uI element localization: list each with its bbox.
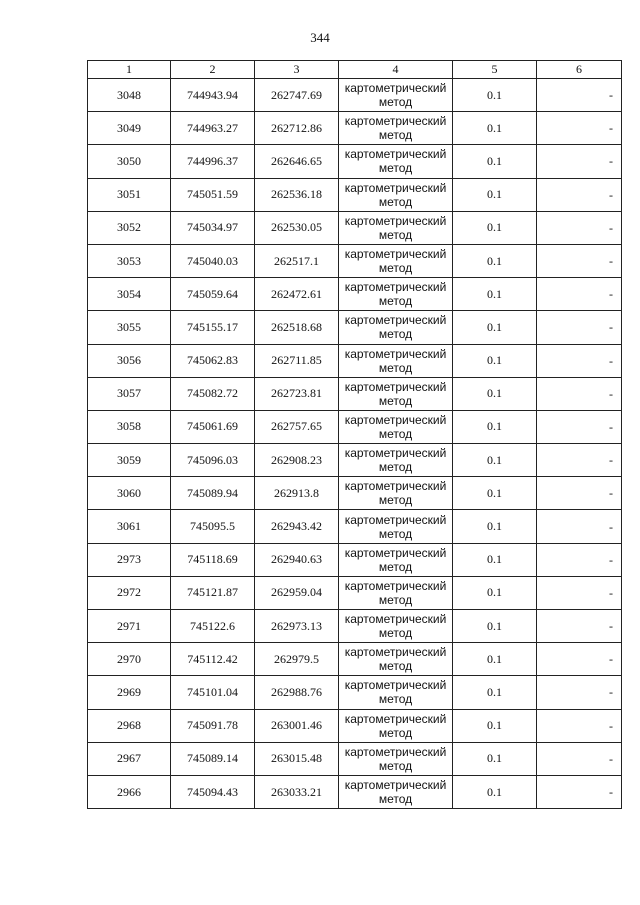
note-dash: - (609, 453, 613, 468)
x-coordinate-cell: 745051.59 (171, 178, 255, 211)
note-cell (537, 543, 622, 576)
method-text-line-1: картометрический (344, 280, 447, 295)
y-coordinate-cell: 262908.23 (255, 444, 339, 477)
method-text-line-2: метод (378, 526, 413, 541)
accuracy-cell: 0.1 (453, 145, 537, 178)
method-cell (339, 510, 453, 543)
point-number-cell: 3053 (88, 244, 171, 277)
method-cell (339, 311, 453, 344)
accuracy-cell: 0.1 (453, 709, 537, 742)
x-coordinate-cell: 745095.5 (171, 510, 255, 543)
point-number-cell: 3051 (88, 178, 171, 211)
note-cell (537, 510, 622, 543)
table-row (88, 543, 622, 576)
x-coordinate-cell: 745096.03 (171, 444, 255, 477)
method-text-line-1: картометрический (344, 379, 447, 394)
y-coordinate-cell: 262723.81 (255, 377, 339, 410)
table-row (88, 775, 622, 808)
method-text-line-2: метод (378, 360, 413, 375)
x-coordinate-cell: 745121.87 (171, 576, 255, 609)
method-cell (339, 410, 453, 443)
note-cell (537, 410, 622, 443)
x-coordinate-cell: 745094.43 (171, 775, 255, 808)
method-cell (339, 676, 453, 709)
table-row (88, 742, 622, 775)
note-cell (537, 709, 622, 742)
note-cell (537, 643, 622, 676)
method-text-line-1: картометрический (344, 578, 447, 593)
y-coordinate-cell: 262536.18 (255, 178, 339, 211)
note-dash: - (609, 254, 613, 269)
point-number-cell: 3057 (88, 377, 171, 410)
method-cell (339, 477, 453, 510)
method-text-line-1: картометрический (344, 545, 447, 560)
note-cell (537, 79, 622, 112)
column-header: 6 (537, 61, 622, 79)
x-coordinate-cell: 745034.97 (171, 211, 255, 244)
point-number-cell: 2966 (88, 775, 171, 808)
table-row (88, 145, 622, 178)
accuracy-cell: 0.1 (453, 477, 537, 510)
note-dash: - (609, 486, 613, 501)
note-cell (537, 278, 622, 311)
method-text-line-1: картометрический (344, 213, 447, 228)
note-dash: - (609, 419, 613, 434)
accuracy-cell: 0.1 (453, 178, 537, 211)
y-coordinate-cell: 262747.69 (255, 79, 339, 112)
method-text-line-2: метод (378, 128, 413, 143)
method-text-line-2: метод (378, 460, 413, 475)
y-coordinate-cell: 262472.61 (255, 278, 339, 311)
note-dash: - (609, 88, 613, 103)
method-cell (339, 444, 453, 477)
note-cell (537, 178, 622, 211)
accuracy-cell: 0.1 (453, 112, 537, 145)
accuracy-cell: 0.1 (453, 211, 537, 244)
method-text-line-1: картометрический (344, 678, 447, 693)
method-cell (339, 344, 453, 377)
note-cell (537, 244, 622, 277)
method-cell (339, 79, 453, 112)
note-cell (537, 377, 622, 410)
note-dash: - (609, 287, 613, 302)
point-number-cell: 2968 (88, 709, 171, 742)
note-cell (537, 576, 622, 609)
y-coordinate-cell: 262757.65 (255, 410, 339, 443)
table-row (88, 79, 622, 112)
method-cell (339, 211, 453, 244)
method-text-line-2: метод (378, 161, 413, 176)
accuracy-cell: 0.1 (453, 775, 537, 808)
y-coordinate-cell: 262913.8 (255, 477, 339, 510)
note-cell (537, 344, 622, 377)
point-number-cell: 3061 (88, 510, 171, 543)
point-number-cell: 3056 (88, 344, 171, 377)
point-number-cell: 3059 (88, 444, 171, 477)
y-coordinate-cell: 262530.05 (255, 211, 339, 244)
y-coordinate-cell: 262940.63 (255, 543, 339, 576)
y-coordinate-cell: 262711.85 (255, 344, 339, 377)
note-dash: - (609, 785, 613, 800)
note-cell (537, 145, 622, 178)
method-text-line-2: метод (378, 393, 413, 408)
note-cell (537, 444, 622, 477)
note-dash: - (609, 718, 613, 733)
accuracy-cell: 0.1 (453, 410, 537, 443)
column-header: 5 (453, 61, 537, 79)
accuracy-cell: 0.1 (453, 377, 537, 410)
y-coordinate-cell: 262943.42 (255, 510, 339, 543)
method-text-line-1: картометрический (344, 412, 447, 427)
note-dash: - (609, 519, 613, 534)
point-number-cell: 3049 (88, 112, 171, 145)
method-text-line-1: картометрический (344, 479, 447, 494)
note-cell (537, 477, 622, 510)
point-number-cell: 3050 (88, 145, 171, 178)
method-cell (339, 244, 453, 277)
method-cell (339, 576, 453, 609)
method-text-line-2: метод (378, 592, 413, 607)
x-coordinate-cell: 745059.64 (171, 278, 255, 311)
table-row (88, 178, 622, 211)
table-row (88, 311, 622, 344)
method-cell (339, 178, 453, 211)
table-row (88, 643, 622, 676)
y-coordinate-cell: 262959.04 (255, 576, 339, 609)
method-text-line-2: метод (378, 327, 413, 342)
note-dash: - (609, 386, 613, 401)
y-coordinate-cell: 262646.65 (255, 145, 339, 178)
y-coordinate-cell: 262518.68 (255, 311, 339, 344)
table-row (88, 676, 622, 709)
table-row (88, 576, 622, 609)
x-coordinate-cell: 744943.94 (171, 79, 255, 112)
method-cell (339, 643, 453, 676)
accuracy-cell: 0.1 (453, 543, 537, 576)
accuracy-cell: 0.1 (453, 576, 537, 609)
y-coordinate-cell: 262973.13 (255, 610, 339, 643)
accuracy-cell: 0.1 (453, 643, 537, 676)
method-text-line-2: метод (378, 792, 413, 807)
x-coordinate-cell: 745040.03 (171, 244, 255, 277)
point-number-cell: 2967 (88, 742, 171, 775)
method-cell (339, 145, 453, 178)
method-text-line-2: метод (378, 227, 413, 242)
accuracy-cell: 0.1 (453, 311, 537, 344)
note-dash: - (609, 751, 613, 766)
table-row (88, 211, 622, 244)
point-number-cell: 3052 (88, 211, 171, 244)
method-text-line-1: картометрический (344, 446, 447, 461)
x-coordinate-cell: 745091.78 (171, 709, 255, 742)
x-coordinate-cell: 745089.14 (171, 742, 255, 775)
note-cell (537, 742, 622, 775)
y-coordinate-cell: 262517.1 (255, 244, 339, 277)
accuracy-cell: 0.1 (453, 278, 537, 311)
column-header: 3 (255, 61, 339, 79)
note-cell (537, 610, 622, 643)
accuracy-cell: 0.1 (453, 244, 537, 277)
point-number-cell: 3055 (88, 311, 171, 344)
accuracy-cell: 0.1 (453, 444, 537, 477)
method-text-line-1: картометрический (344, 81, 447, 96)
y-coordinate-cell: 262712.86 (255, 112, 339, 145)
accuracy-cell: 0.1 (453, 510, 537, 543)
method-cell (339, 775, 453, 808)
table-body (88, 79, 622, 809)
note-cell (537, 112, 622, 145)
table-row (88, 610, 622, 643)
method-text-line-2: метод (378, 294, 413, 309)
page-number: 344 (310, 30, 330, 45)
method-cell (339, 278, 453, 311)
note-cell (537, 676, 622, 709)
method-text-line-1: картометрический (344, 313, 447, 328)
y-coordinate-cell: 263033.21 (255, 775, 339, 808)
method-text-line-1: картометрический (344, 247, 447, 262)
point-number-cell: 3054 (88, 278, 171, 311)
y-coordinate-cell: 263015.48 (255, 742, 339, 775)
method-text-line-1: картометрический (344, 645, 447, 660)
note-dash: - (609, 121, 613, 136)
table-row (88, 477, 622, 510)
method-text-line-2: метод (378, 692, 413, 707)
table-row (88, 444, 622, 477)
method-text-line-2: метод (378, 426, 413, 441)
note-dash: - (609, 320, 613, 335)
point-number-cell: 3060 (88, 477, 171, 510)
method-text-line-2: метод (378, 493, 413, 508)
method-text-line-1: картометрический (344, 180, 447, 195)
method-text-line-1: картометрический (344, 612, 447, 627)
method-text-line-1: картометрический (344, 744, 447, 759)
method-text-line-2: метод (378, 261, 413, 276)
table-header (88, 61, 622, 79)
header-row (88, 61, 622, 79)
x-coordinate-cell: 745155.17 (171, 311, 255, 344)
method-cell (339, 610, 453, 643)
x-coordinate-cell: 745112.42 (171, 643, 255, 676)
y-coordinate-cell: 262988.76 (255, 676, 339, 709)
method-text-line-2: метод (378, 659, 413, 674)
point-number-cell: 3058 (88, 410, 171, 443)
x-coordinate-cell: 745062.83 (171, 344, 255, 377)
accuracy-cell: 0.1 (453, 742, 537, 775)
coordinates-table (87, 60, 622, 809)
note-cell (537, 311, 622, 344)
method-cell (339, 543, 453, 576)
x-coordinate-cell: 745089.94 (171, 477, 255, 510)
method-text-line-1: картометрический (344, 114, 447, 129)
method-text-line-1: картометрический (344, 147, 447, 162)
x-coordinate-cell: 745118.69 (171, 543, 255, 576)
table-row (88, 344, 622, 377)
note-dash: - (609, 552, 613, 567)
method-text-line-1: картометрический (344, 512, 447, 527)
point-number-cell: 2970 (88, 643, 171, 676)
method-text-line-2: метод (378, 194, 413, 209)
method-cell (339, 377, 453, 410)
table-row (88, 709, 622, 742)
method-text-line-1: картометрический (344, 778, 447, 793)
point-number-cell: 3048 (88, 79, 171, 112)
accuracy-cell: 0.1 (453, 79, 537, 112)
method-text-line-2: метод (378, 559, 413, 574)
note-dash: - (609, 585, 613, 600)
note-cell (537, 775, 622, 808)
accuracy-cell: 0.1 (453, 610, 537, 643)
x-coordinate-cell: 745101.04 (171, 676, 255, 709)
note-dash: - (609, 220, 613, 235)
note-dash: - (609, 353, 613, 368)
column-header: 2 (171, 61, 255, 79)
table-row (88, 377, 622, 410)
table-row (88, 510, 622, 543)
note-dash: - (609, 154, 613, 169)
y-coordinate-cell: 263001.46 (255, 709, 339, 742)
table-row (88, 278, 622, 311)
accuracy-cell: 0.1 (453, 676, 537, 709)
y-coordinate-cell: 262979.5 (255, 643, 339, 676)
point-number-cell: 2969 (88, 676, 171, 709)
note-dash: - (609, 652, 613, 667)
method-text-line-1: картометрический (344, 711, 447, 726)
column-header: 1 (88, 61, 171, 79)
method-cell (339, 112, 453, 145)
method-cell (339, 709, 453, 742)
method-text-line-1: картометрический (344, 346, 447, 361)
table-row (88, 410, 622, 443)
x-coordinate-cell: 744996.37 (171, 145, 255, 178)
x-coordinate-cell: 745082.72 (171, 377, 255, 410)
accuracy-cell: 0.1 (453, 344, 537, 377)
column-header: 4 (339, 61, 453, 79)
x-coordinate-cell: 744963.27 (171, 112, 255, 145)
method-text-line-2: метод (378, 626, 413, 641)
point-number-cell: 2972 (88, 576, 171, 609)
method-text-line-2: метод (378, 95, 413, 110)
note-dash: - (609, 187, 613, 202)
x-coordinate-cell: 745122.6 (171, 610, 255, 643)
method-cell (339, 742, 453, 775)
point-number-cell: 2971 (88, 610, 171, 643)
x-coordinate-cell: 745061.69 (171, 410, 255, 443)
point-number-cell: 2973 (88, 543, 171, 576)
method-text-line-2: метод (378, 758, 413, 773)
note-cell (537, 211, 622, 244)
note-dash: - (609, 619, 613, 634)
method-text-line-2: метод (378, 725, 413, 740)
table-row (88, 244, 622, 277)
table-row (88, 112, 622, 145)
note-dash: - (609, 685, 613, 700)
